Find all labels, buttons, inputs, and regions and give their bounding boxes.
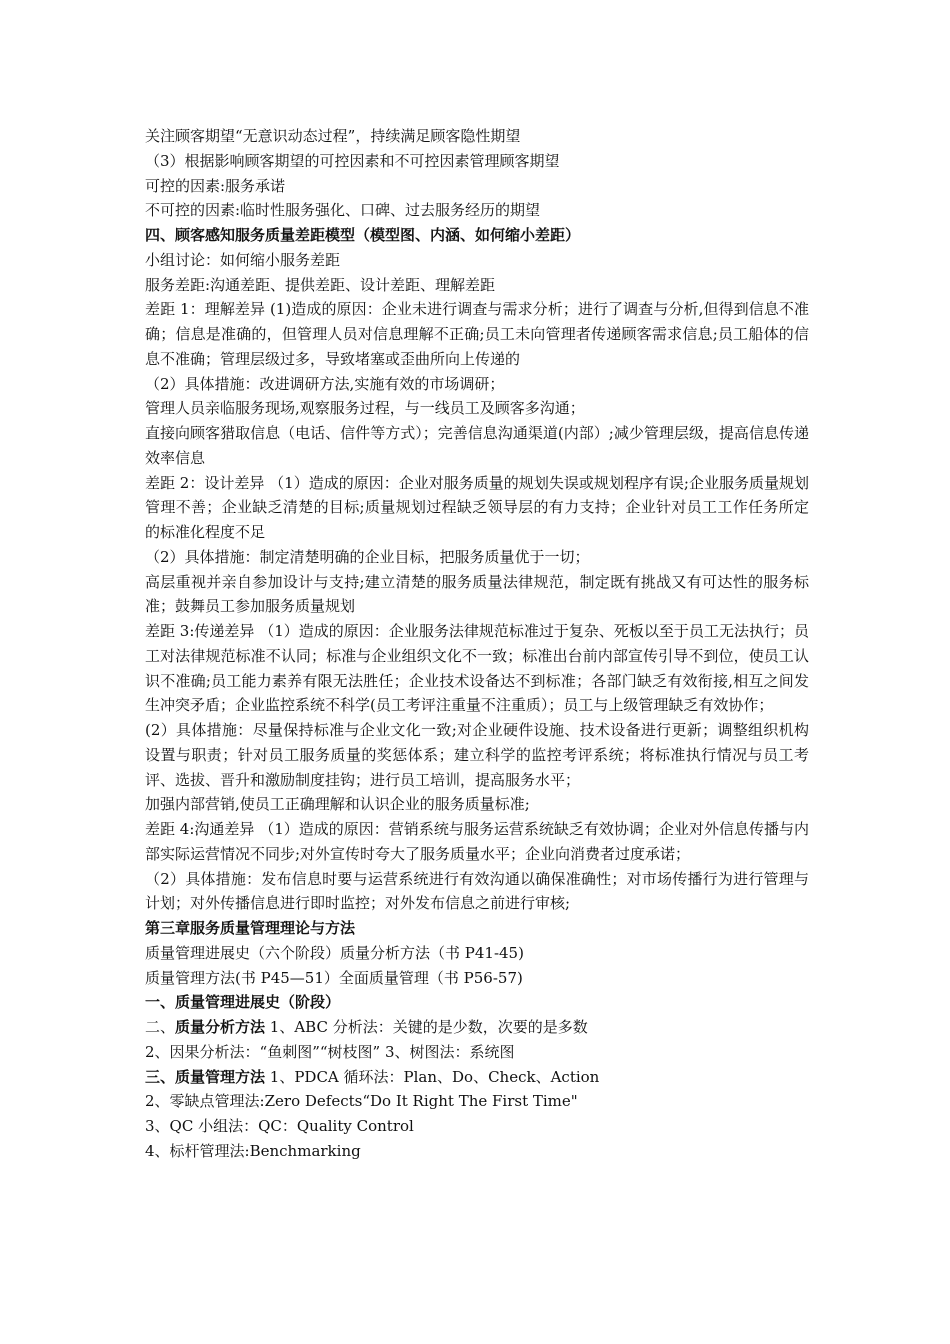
paragraph-benchmarking: 4、标杆管理法:Benchmarking — [145, 1141, 361, 1160]
paragraph-quality-analysis-bold: 质量分析方法 — [175, 1018, 266, 1036]
paragraph-gap3-measures-2: 加强内部营销,使员工正确理解和认识企业的服务质量标准; — [145, 795, 530, 814]
paragraph-gap3-causes: 差距 3:传递差异 （1）造成的原因：企业服务法律规范标准过于复杂、死板以至于员工无法执行；员工对法律规范标准不认同；标准与企业组织文化不一致；标准出台前内部宣传引导不到位，使员工认识不准确;员工能力素养有限无法胜任；企业技术设备达不到标准；各部门缺乏有效衔接,相互之间发生冲突矛盾；企业监控系统不科学(员工考评注重量不注重质）；员工与上级管理缺乏有效协作； — [145, 622, 809, 715]
paragraph-gap1-measures-2: 管理人员亲临服务现场,观察服务过程，与一线员工及顾客多沟通； — [145, 399, 585, 418]
paragraph-quality-history-methods: 质量管理进展史（六个阶段）质量分析方法（书 P41-45) — [145, 943, 524, 962]
paragraph-quality-methods-rest: 1、PDCA 循环法：Plan、Do、Check、Action — [265, 1067, 600, 1086]
paragraph-uncontrollable-factors: 不可控的因素:临时性服务强化、口碑、过去服务经历的期望 — [145, 201, 541, 220]
paragraph-gap2-measures-2: 高层重视并亲自参加设计与支持;建立清楚的服务质量法律规范，制定既有挑战又有可达性的服务标准；鼓舞员工参加服务质量规划 — [145, 572, 809, 616]
paragraph-quality-analysis-prefix: 二、 — [145, 1018, 176, 1036]
paragraph-manage-expectation: （3）根据影响顾客期望的可控因素和不可控因素管理顾客期望 — [145, 151, 560, 170]
heading-gap-model: 四、顾客感知服务质量差距模型（模型图、内涵、如何缩小差距） — [145, 226, 581, 244]
paragraph-cause-analysis: 2、因果分析法：“鱼刺图”“树枝图” 3、树图法：系统图 — [145, 1042, 515, 1061]
paragraph-gap4-measures: （2）具体措施：发布信息时要与运营系统进行有效沟通以确保准确性；对市场传播行为进行管理与计划；对外传播信息进行即时监控；对外发布信息之前进行审核; — [145, 869, 809, 913]
paragraph-gap1-measures: （2）具体措施：改进调研方法,实施有效的市场调研； — [145, 374, 505, 393]
paragraph-quality-analysis-rest: 1、ABC 分析法：关键的是少数，次要的是多数 — [265, 1018, 588, 1036]
paragraph-service-gaps: 服务差距:沟通差距、提供差距、设计差距、理解差距 — [145, 275, 496, 294]
paragraph-quality-methods — [145, 1065, 809, 1090]
paragraph-gap1-measures-3: 直接向顾客猎取信息（电话、信件等方式）；完善信息沟通渠道(内部）;减少管理层级，提高信息传递效率信息 — [145, 424, 809, 467]
heading-quality-history: 一、质量管理进展史（阶段） — [145, 993, 341, 1012]
heading-chapter-three: 第三章服务质量管理理论与方法 — [145, 919, 356, 937]
paragraph-qc-group: 3、QC 小组法：QC：Quality Control — [145, 1117, 414, 1135]
paragraph-zero-defects: 2、零缺点管理法:Zero Defects“Do It Right The First Time" — [145, 1092, 578, 1111]
paragraph-gap3-measures: (2）具体措施：尽量保持标准与企业文化一致;对企业硬件设施、技术设备进行更新；调整组织机构设置与职责；针对员工服务质量的奖惩体系；建立科学的监控考评系统；将标准执行情况与员工考评、选拔、晋升和激励制度挂钩；进行员工培训，提高服务水平； — [145, 721, 809, 789]
paragraph-customer-expectation: 关注顾客期望“无意识动态过程”，持续满足顾客隐性期望 — [145, 127, 521, 145]
paragraph-gap2-measures: （2）具体措施：制定清楚明确的企业目标，把服务质量优于一切； — [145, 547, 590, 566]
paragraph-gap1-causes: 差距 1：理解差异 (1)造成的原因：企业未进行调查与需求分析；进行了调查与分析,但得到信息不准确；信息是准确的，但管理人员对信息理解不正确;员工未向管理者传递顾客需求信息;员工船体的信息不准确；管理层级过多，导致堵塞或歪曲所向上传递的 — [145, 300, 809, 368]
paragraph-quality-management-methods: 质量管理方法(书 P45—51）全面质量管理（书 P56-57) — [145, 968, 523, 987]
document-page — [145, 124, 809, 1164]
paragraph-gap4-causes: 差距 4:沟通差异 （1）造成的原因：营销系统与服务运营系统缺乏有效协调；企业对外信息传播与内部实际运营情况不同步;对外宣传时夸大了服务质量水平；企业向消费者过度承诺； — [145, 820, 809, 863]
paragraph-group-discussion: 小组讨论：如何缩小服务差距 — [145, 250, 341, 269]
paragraph-controllable-factors: 可控的因素:服务承诺 — [145, 176, 286, 195]
paragraph-quality-analysis — [145, 1015, 809, 1040]
paragraph-gap2-causes: 差距 2：设计差异 （1）造成的原因：企业对服务质量的规划失误或规划程序有误;企业服务质量规划管理不善；企业缺乏清楚的目标;质量规划过程缺乏领导层的有力支持；企业针对员工工作任务所定的标准化程度不足 — [145, 473, 809, 541]
paragraph-quality-methods-bold: 三、质量管理方法 — [145, 1067, 266, 1086]
